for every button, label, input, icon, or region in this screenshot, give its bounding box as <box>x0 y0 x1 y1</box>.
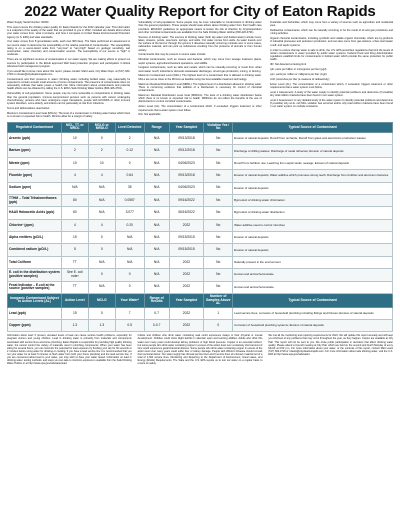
table-row <box>8 281 393 293</box>
table-row <box>8 157 393 169</box>
value-cell: No <box>204 232 233 244</box>
table-row <box>8 133 393 145</box>
value-cell: 4 <box>61 170 88 182</box>
intro-middle-column <box>138 21 261 120</box>
water-quality-table <box>7 122 393 333</box>
column-header: Inorganic Contaminant Subject to Action Levels (AL) <box>8 293 62 307</box>
value-cell: N/A <box>144 269 169 281</box>
value-cell: 4 <box>88 219 115 231</box>
value-cell: 80 <box>61 194 88 206</box>
intro-middle-paragraph: Maximum Residual Disinfectant Level Goal (MRDLG): The level of a drinking water disinfectant below which there is no known or expected risk to health. MRDLGs do not reflect the benefits of the use of disinfectants to control microbial contaminants. <box>138 93 262 104</box>
value-cell: 0 <box>204 320 233 332</box>
table-row <box>8 307 393 319</box>
value-cell: N/A <box>144 194 169 206</box>
source-cell: Erosion of natural deposits <box>233 182 393 194</box>
value-cell: TT <box>61 281 88 293</box>
table-row <box>8 232 393 244</box>
column-header: MCL, TT, or MRDL <box>61 122 88 132</box>
value-cell: N/A <box>88 207 115 219</box>
column-header: Typical Source of Contaminant <box>233 293 393 307</box>
value-cell: N/A <box>144 182 169 194</box>
value-cell: No <box>204 244 233 256</box>
value-cell: 2 <box>115 133 144 145</box>
value-cell: 15 <box>61 307 88 319</box>
value-cell: 4 <box>61 219 88 231</box>
intro-middle-paragraph: N/A: Not applicable <box>138 113 161 117</box>
source-cell: Byproduct of drinking water disinfection <box>233 207 393 219</box>
intro-middle-paragraph: Vulnerability of sub-populations: Some people may be more vulnerable to contaminants in drinking water than the general population. These people should seek advice about drinking water from their health care providers. EPA/CDC guidelines on appropriate means to lessen the risk of infection by Cryptosporidium and other microbial contaminants are available from the Safe Drinking Water Hotline (800-426-4791). <box>138 21 262 34</box>
value-cell: 2 <box>61 145 88 157</box>
value-cell: 0-0.7 <box>144 320 169 332</box>
contaminant-name-cell: Lead (ppb) <box>8 307 62 319</box>
value-cell: 0 <box>88 232 115 244</box>
intro-middle-paragraph: Sources of drinking water: The sources of drinking water (both tap water and bottled water) include rivers, lakes, streams, ponds, reservoirs, springs, and wells. Our water comes from wells. As water travels over the surface of the land or through the ground, it dissolves naturally occurring minerals and, in some cases, radioactive material, and can pick up substances resulting from the presence of animals or from human activity. <box>138 35 262 52</box>
value-cell: 2022 <box>169 219 204 231</box>
intro-middle-paragraph: Microbial contaminants, such as viruses and bacteria, which may come from sewage treatment plants, septic systems, agricultural livestock operations, and wildlife. <box>138 58 262 65</box>
column-header: Typical Source of Contaminant <box>233 122 393 132</box>
source-cell: Erosion of natural deposits; Water additive which promotes strong teeth; Discharge from fertilizer and aluminum factories <box>233 170 393 182</box>
lead-info-paragraph: Information about lead: If present, elevated levels of lead can cause serious health problems, especially for pregnant women and young children. Lead in drinking water is primarily from materials and components associated with service lines and home plumbing. Eaton Rapids is responsible for providing high quality drinking water, but cannot control the variety of materials used in plumbing components. When your water has been sitting for several hours, you can minimize the potential for lead exposure by flushing your tap for 30 seconds to 2 minutes before using water for drinking or cooking. If you have a lead service line it is recommended that you run your water for at least 5 minutes to flush water from both your home plumbing and the lead service line. If you are concerned about lead in your water, you may wish to have your water tested. Information on lead in drinking water, testing methods, and steps you can take to minimize exposure is available from the Safe Drinking Water Hotline or at http://www.epa.gov/safewater/lead. <box>7 334 132 365</box>
value-cell: 0.12 <box>115 145 144 157</box>
intro-right-paragraph: Action Level (AL): The concentration of a contaminant which, if exceeded, triggers treatment or other requirements that a water system must follow. <box>269 82 393 89</box>
contaminant-name-cell: Combined radium (pCi/L) <box>8 244 62 256</box>
contaminant-name-cell: Copper (ppm) <box>8 320 62 332</box>
value-cell: 10 <box>61 133 88 145</box>
intro-left-paragraph: Terms and abbreviations used below: <box>7 106 50 110</box>
table-row <box>8 207 393 219</box>
value-cell: 09/15/2015 <box>169 232 204 244</box>
intro-left-paragraph: There are no significant sources of contamination in our water supply. We are making efforts to protect our sources by participation in the EGLE approved Well head protection program and participation in EGLE Advanced well management program. <box>7 58 131 68</box>
source-cell: Lead service lines, corrosion of household plumbing including fittings and fixtures; Erosion of natural deposits <box>233 307 393 319</box>
page-title: 2022 Water Quality Report for City of Eaton Rapids <box>24 3 376 20</box>
source-cell: Water additive used to control microbes <box>233 219 393 231</box>
bottom-columns <box>7 334 393 366</box>
value-cell: No <box>204 145 233 157</box>
intro-right-paragraph: ND: Not detected at testing limit <box>269 63 307 67</box>
table-row <box>8 219 393 231</box>
value-cell: 4 <box>88 170 115 182</box>
bottom-column-1 <box>7 334 132 366</box>
value-cell: N/A <box>88 256 115 268</box>
intro-right-paragraph: pCi/l: picocuries per liter (a measure of radioactivity) <box>269 77 330 81</box>
source-cell: Naturally present in the environment <box>233 256 393 268</box>
lead-header-row <box>8 293 393 307</box>
column-header: Year Sampled <box>169 122 204 132</box>
value-cell: N/A <box>144 157 169 169</box>
value-cell: 0 <box>115 157 144 169</box>
contaminant-name-cell: TTHM – Total Trihalomethanes (ppb) <box>8 194 62 206</box>
intro-middle-paragraph: Maximum Contaminant Level (MCL): The highest level of a contaminant that is allowed in drinking water. MCLs are set as close to the MCLGs as feasible using the best available treatment technology. <box>138 74 262 81</box>
contaminant-name-cell: Fecal Indicator – E.coli at the source (positive samples) <box>8 281 62 293</box>
intro-left-paragraph: If you would like to know more about this report, please contact: Matt Lewis, City Water Dept. at (517) 663-4718 or mlewis@cityofeatonrapids.com. <box>7 69 131 76</box>
source-cell: Byproduct of drinking water chlorination <box>233 194 393 206</box>
value-cell: 1.3 <box>61 320 88 332</box>
source-cell: Erosion of natural deposits; Runoff from orchards; Runoff from glass and electronics production wastes <box>233 133 393 145</box>
contaminant-name-cell: Total Coliform <box>8 256 62 268</box>
value-cell: TT <box>61 256 88 268</box>
value-cell: 0 <box>115 281 144 293</box>
value-cell: 0.0557 <box>115 194 144 206</box>
source-cell: Human and animal fecal waste <box>233 281 393 293</box>
intro-right-paragraph: In order to ensure that tap water is safe to drink, the U.S. EPA prescribes regulations that limit the levels of certain contaminants in water provided by public water systems. Federal Food and Drug Administration regulations establish limits for contaminants in bottled water which provide the same protection for public health. <box>269 48 393 62</box>
table-row <box>8 269 393 281</box>
intro-right-paragraph: Pesticides and herbicides, which may come from a variety of sources such as agriculture and residential uses. <box>269 21 393 28</box>
value-cell: 2022 <box>169 307 204 319</box>
table-row <box>8 170 393 182</box>
value-cell: 60 <box>61 207 88 219</box>
table-row <box>8 145 393 157</box>
value-cell: N/A <box>144 219 169 231</box>
value-cell: 2022 <box>169 256 204 268</box>
source-cell: Runoff from fertilizer use; Leaching from septic tanks, sewage; Erosion of natural deposits <box>233 157 393 169</box>
intro-left-paragraph: Water Supply Serial Number: 02030 <box>7 21 49 24</box>
column-header: Range of Results <box>144 293 169 307</box>
bottom-column-2 <box>138 334 263 366</box>
column-header: Number of Samples Above AL <box>204 293 233 307</box>
contaminant-name-cell: E. coli in the distribution system (positive samples) <box>8 269 62 281</box>
source-cell: Human and animal fecal waste <box>233 269 393 281</box>
value-cell: No <box>204 170 233 182</box>
table-row <box>8 244 393 256</box>
source-cell: Corrosion of household plumbing systems; Erosion of natural deposits <box>233 320 393 332</box>
intro-left-paragraph: Maximum Contaminant Level Goal (MCLG): The level of a contaminant in drinking water below which there is no known or expected risk to health. MCLGs allow for a margin of safety. <box>7 111 131 118</box>
column-header: MCLG or MRDLG <box>88 122 115 132</box>
column-header: Action Level <box>61 293 88 307</box>
value-cell: 09/13/2018 <box>169 133 204 145</box>
intro-right-paragraph: Level 1 Assessment: A study of the water supply to identify potential problems and determine (if possible) why total coliform bacteria have been found in our water system. <box>269 90 393 97</box>
column-header: Year Sampled <box>169 293 204 307</box>
value-cell: N/A <box>88 281 115 293</box>
table-row <box>8 256 393 268</box>
health-effects-paragraph: Infants and children who drink water containing lead could experience delays in their physical or mental development. Children could show slight deficits in attention span and learning abilities. Adults who drink this water over many years could develop kidney problems or high blood pressure. Copper is an essential nutrient, but some people who drink water containing copper in excess of the action level over a relatively short amount of time could experience gastrointestinal distress. Some people who drink water containing copper in excess of the action level over many years could suffer liver or kidney damage. People with Wilson's Disease should consult their personal doctor. Our water supply has 42 lead service lines and 0 service lines of unknown material out of a total of 2,300 service lines. Monitoring and Reporting to the Department of Environment, Great Lakes, and Energy (EGLE) Requirements: The State and the U.S. EPA require us to test our water on a regular basis to ensure its safety. <box>137 334 263 365</box>
intro-right-paragraph: ppb: parts per billion or micrograms per liter (µg/l) <box>269 67 327 71</box>
value-cell: 09/15/2015 <box>169 244 204 256</box>
value-cell: N/A <box>115 256 144 268</box>
value-cell: 10 <box>61 157 88 169</box>
value-cell: N/A <box>88 182 115 194</box>
value-cell: 1.3 <box>88 320 115 332</box>
contaminant-name-cell: Arsenic (ppb) <box>8 133 62 145</box>
value-cell: 04/06/2023 <box>169 157 204 169</box>
intro-right-paragraph: Organic chemical contaminants, including synthetic and volatile organic chemicals, which are by-products of industrial processes and petroleum production, and can also come from gas stations, urban stormwater runoff, and septic systems. <box>269 37 393 47</box>
contaminant-name-cell: Chlorine¹ (ppm) <box>8 219 62 231</box>
value-cell: N/A <box>144 145 169 157</box>
value-cell: No <box>204 207 233 219</box>
intro-columns <box>7 21 393 120</box>
intro-left-paragraph: Contaminants and their presence in water: Drinking water, including bottled water, may reasonably be expected to contain at least small amounts of some contaminants. The presence of contaminants does not necessarily indicate that water poses a health risk. More information about contaminants and potential health effects can be obtained by calling the U.S. EPA's Safe Drinking Water Hotline (800-426-4791). <box>7 77 131 91</box>
intro-middle-paragraph: Maximum Residual Disinfectant Level (MRDL): The highest level of a disinfectant allowed in drinking water. There is convincing evidence that addition of a disinfectant is necessary for control of microbial contaminants. <box>138 82 262 93</box>
monitoring-paragraph: We met all the monitoring and reporting requirements for 2022. We will update this report annually and will keep you informed of any problems that may occur throughout the year, as they happen. Copies are available at City Hall. This report will not be sent to you. We invite public participation in decisions that affect drinking water quality. Please attend a Council meeting at City Hall, which are held on the second and fourth Monday of every Month at 6:00 p.m. For more information about your water, or the contents of this report, contact Matt Lewis (517) 663-4718 or mlewis@cityofeatonrapids.com. For more information about safe drinking water, visit the U.S. EPA at http://www.epa.gov/safewater/. <box>268 334 394 356</box>
value-cell: 0.64 <box>115 170 144 182</box>
intro-left-paragraph: This report covers the drinking water quality for Eaton Rapids for the 2022 calendar year. This information is a snapshot of the quality of the water that we provided to you in 2022. Included are details about where your water comes from, what it contains, and how it compares to United States Environmental Protection Agency (U.S. EPA) and state standards. <box>7 25 131 39</box>
column-header: Your Water² <box>115 293 144 307</box>
value-cell: N/A <box>61 182 88 194</box>
bottom-column-3 <box>268 334 393 366</box>
value-cell: 06/16/2022 <box>169 207 204 219</box>
intro-right-paragraph: ppm: parts per million or milligrams per liter (mg/l) <box>269 72 327 76</box>
value-cell: 0-7 <box>144 307 169 319</box>
value-cell: N/A <box>144 232 169 244</box>
intro-middle-paragraph: Inorganic contaminants, such as salts and metals, which can be naturally-occurring or result from urban stormwater runoff, industrial or domestic wastewater discharges, oil and gas production, mining, or farming. <box>138 66 262 73</box>
intro-right-paragraph: Level 2 Assessment: A very detailed study of the water system to identify potential problems and determine (if possible) why an E. coli MCL violation has occurred and/or why total coliform bacteria have been found in our water system on multiple occasions. <box>269 98 393 109</box>
source-cell: Discharge of drilling wastes; Discharge of metal refineries; Erosion of natural deposits <box>233 145 393 157</box>
value-cell: No <box>204 133 233 145</box>
value-cell: 7 <box>115 307 144 319</box>
value-cell: 15 <box>61 232 88 244</box>
value-cell: 0 <box>88 133 115 145</box>
value-cell: N/A <box>115 244 144 256</box>
value-cell: No <box>204 194 233 206</box>
contaminant-name-cell: Barium (ppm) <box>8 145 62 157</box>
value-cell: 04/06/2023 <box>169 182 204 194</box>
contaminant-name-cell: HAA5 Haloacetic Acids (ppb) <box>8 207 62 219</box>
contaminant-name-cell: Fluoride (ppm) <box>8 170 62 182</box>
column-header: Violation Yes / No <box>204 122 233 132</box>
value-cell: No <box>204 157 233 169</box>
value-cell: N/A <box>144 170 169 182</box>
intro-left-paragraph: Vulnerability of sub-populations: Some people may be more vulnerable to contaminants in drinking water than the general population. Immuno-compromised persons such as persons with cancer undergoing chemotherapy, persons who have undergone organ transplants, people with HIV/AIDS or other immune system disorders, some elderly, and infants can be particularly at risk from infections. <box>7 92 131 106</box>
contaminant-name-cell: Sodium (ppm) <box>8 182 62 194</box>
value-cell: No <box>204 269 233 281</box>
value-cell: 35 <box>115 182 144 194</box>
value-cell: 3.077 <box>115 207 144 219</box>
value-cell: No <box>204 256 233 268</box>
value-cell: 10 <box>88 157 115 169</box>
table-row <box>8 182 393 194</box>
value-cell: 0 <box>88 269 115 281</box>
table-header-row <box>8 122 393 132</box>
table-row <box>8 194 393 206</box>
contaminant-name-cell: Nitrate (ppm) <box>8 157 62 169</box>
value-cell: 0 <box>88 307 115 319</box>
value-cell: 0 <box>88 244 115 256</box>
value-cell: See E. coli note³ <box>61 269 88 281</box>
intro-middle-paragraph: Action Level (AL): The concentration of a contaminant which, if exceeded, triggers treatment or other requirements that a water system must follow. <box>138 105 262 112</box>
value-cell: 2022 <box>169 281 204 293</box>
value-cell: N/A <box>115 232 144 244</box>
value-cell: 0.20 <box>115 219 144 231</box>
value-cell: No <box>204 281 233 293</box>
value-cell: 1 <box>204 307 233 319</box>
value-cell: N/A <box>88 194 115 206</box>
intro-left-column <box>7 21 130 120</box>
value-cell: N/A <box>144 207 169 219</box>
intro-middle-paragraph: Contaminants that may be present in source water include: <box>138 53 206 57</box>
table-row <box>8 320 393 332</box>
column-header: Regulated Contaminant <box>8 122 62 132</box>
intro-right-column <box>270 21 393 120</box>
value-cell: N/A <box>144 244 169 256</box>
value-cell: 09/13/2018 <box>169 170 204 182</box>
value-cell: 0 <box>115 269 144 281</box>
value-cell: N/A <box>144 256 169 268</box>
value-cell: 2022 <box>169 320 204 332</box>
value-cell: 5 <box>61 244 88 256</box>
column-header: Range <box>144 122 169 132</box>
value-cell: 0.5 <box>115 320 144 332</box>
value-cell: 2022 <box>169 269 204 281</box>
source-cell: Erosion of natural deposits <box>233 232 393 244</box>
intro-right-paragraph: Radioactive contaminants, which can be naturally occurring or be the result of oil and gas production and mining activities. <box>269 29 393 36</box>
contaminant-name-cell: Alpha emitters (pCi/L) <box>8 232 62 244</box>
value-cell: No <box>204 219 233 231</box>
column-header: Level Detected <box>115 122 144 132</box>
value-cell: N/A <box>144 133 169 145</box>
column-header: MCLG <box>88 293 115 307</box>
value-cell: 09/12/2018 <box>169 145 204 157</box>
value-cell: N/A <box>144 281 169 293</box>
value-cell: 2 <box>88 145 115 157</box>
source-cell: Erosion of natural deposits <box>233 244 393 256</box>
value-cell: 09/16/2022 <box>169 194 204 206</box>
value-cell: No <box>204 182 233 194</box>
intro-left-paragraph: Your water comes from 8 groundwater wells, each over 90ft deep. The State performed an assessment of our source water to determine the susceptibility or the relative potential of contamination. The susceptibility rating is on a seven-tiered scale from "very-low" to "very-high" based on geologic sensitivity, well construction, water chemistry and contamination sources. The susceptibility of our source is "high" to moderate. <box>7 40 131 57</box>
